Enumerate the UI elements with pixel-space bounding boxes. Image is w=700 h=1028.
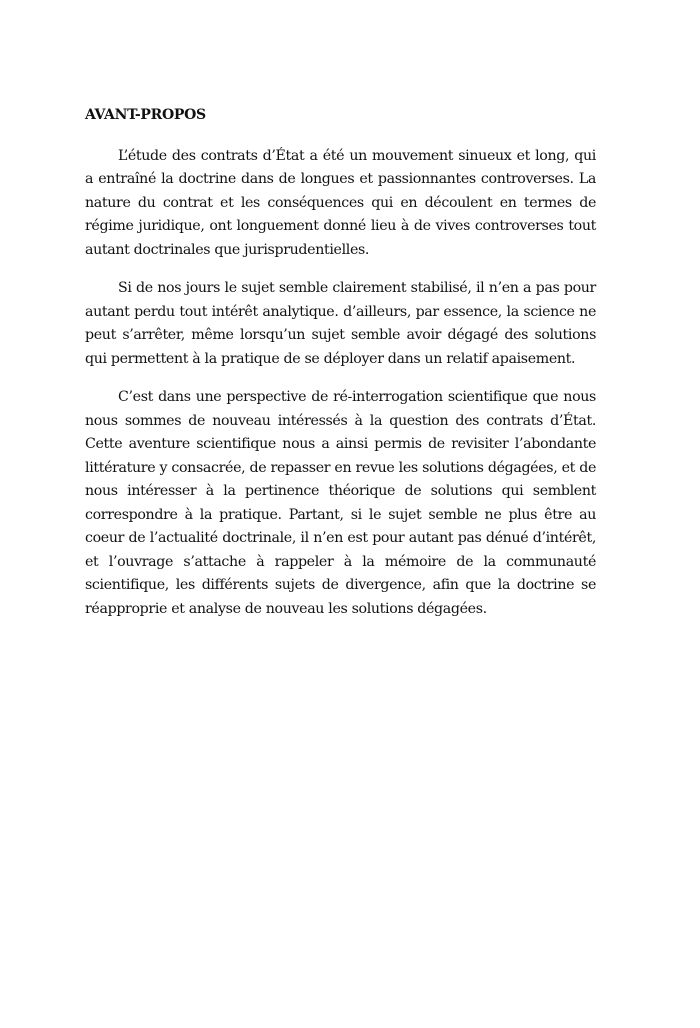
section-heading: AVANT-PROPOS [85,107,206,123]
paragraph-1: L’étude des contrats d’État a été un mouvement sinueux et long, qui a entraîné la doctrine dans de longues et passionnantes controverses. La nature du contrat et les conséquences qui en découlent en termes de régime juridique, ont longuement donné lieu à de vives controverses tout autant doctrinales que jurisprudentielles. [85,147,596,258]
paragraph-2: Si de nos jours le sujet semble clairement stabilisé, il n’en a pas pour autant perdu tout intérêt analytique. d’ailleurs, par essence, la science ne peut s’arrêter, même lorsqu’un sujet semble avoir dégagé des solutions qui permettent à la pratique de se déployer dans un relatif apaisement. [85,280,596,367]
page-content [85,104,596,636]
paragraph-3: C’est dans une perspective de ré-interrogation scientifique que nous nous sommes de nouveau intéressés à la question des contrats d’État. Cette aventure scientifique nous a ainsi permis de revisiter l’abondante littérature y consacrée, de repasser en revue les solutions dégagées, et de nous intéresser à la pertinence théorique de solutions qui semblent correspondre à la pratique. Partant, si le sujet semble ne plus être au coeur de l’actualité doctrinale, il n’en est pour autant pas dénué d’intérêt, et l’ouvrage s’attache à rappeler à la mémoire de la communauté scientifique, les différents sujets de divergence, afin que la doctrine se réapproprie et analyse de nouveau les solutions dégagées. [85,389,596,617]
